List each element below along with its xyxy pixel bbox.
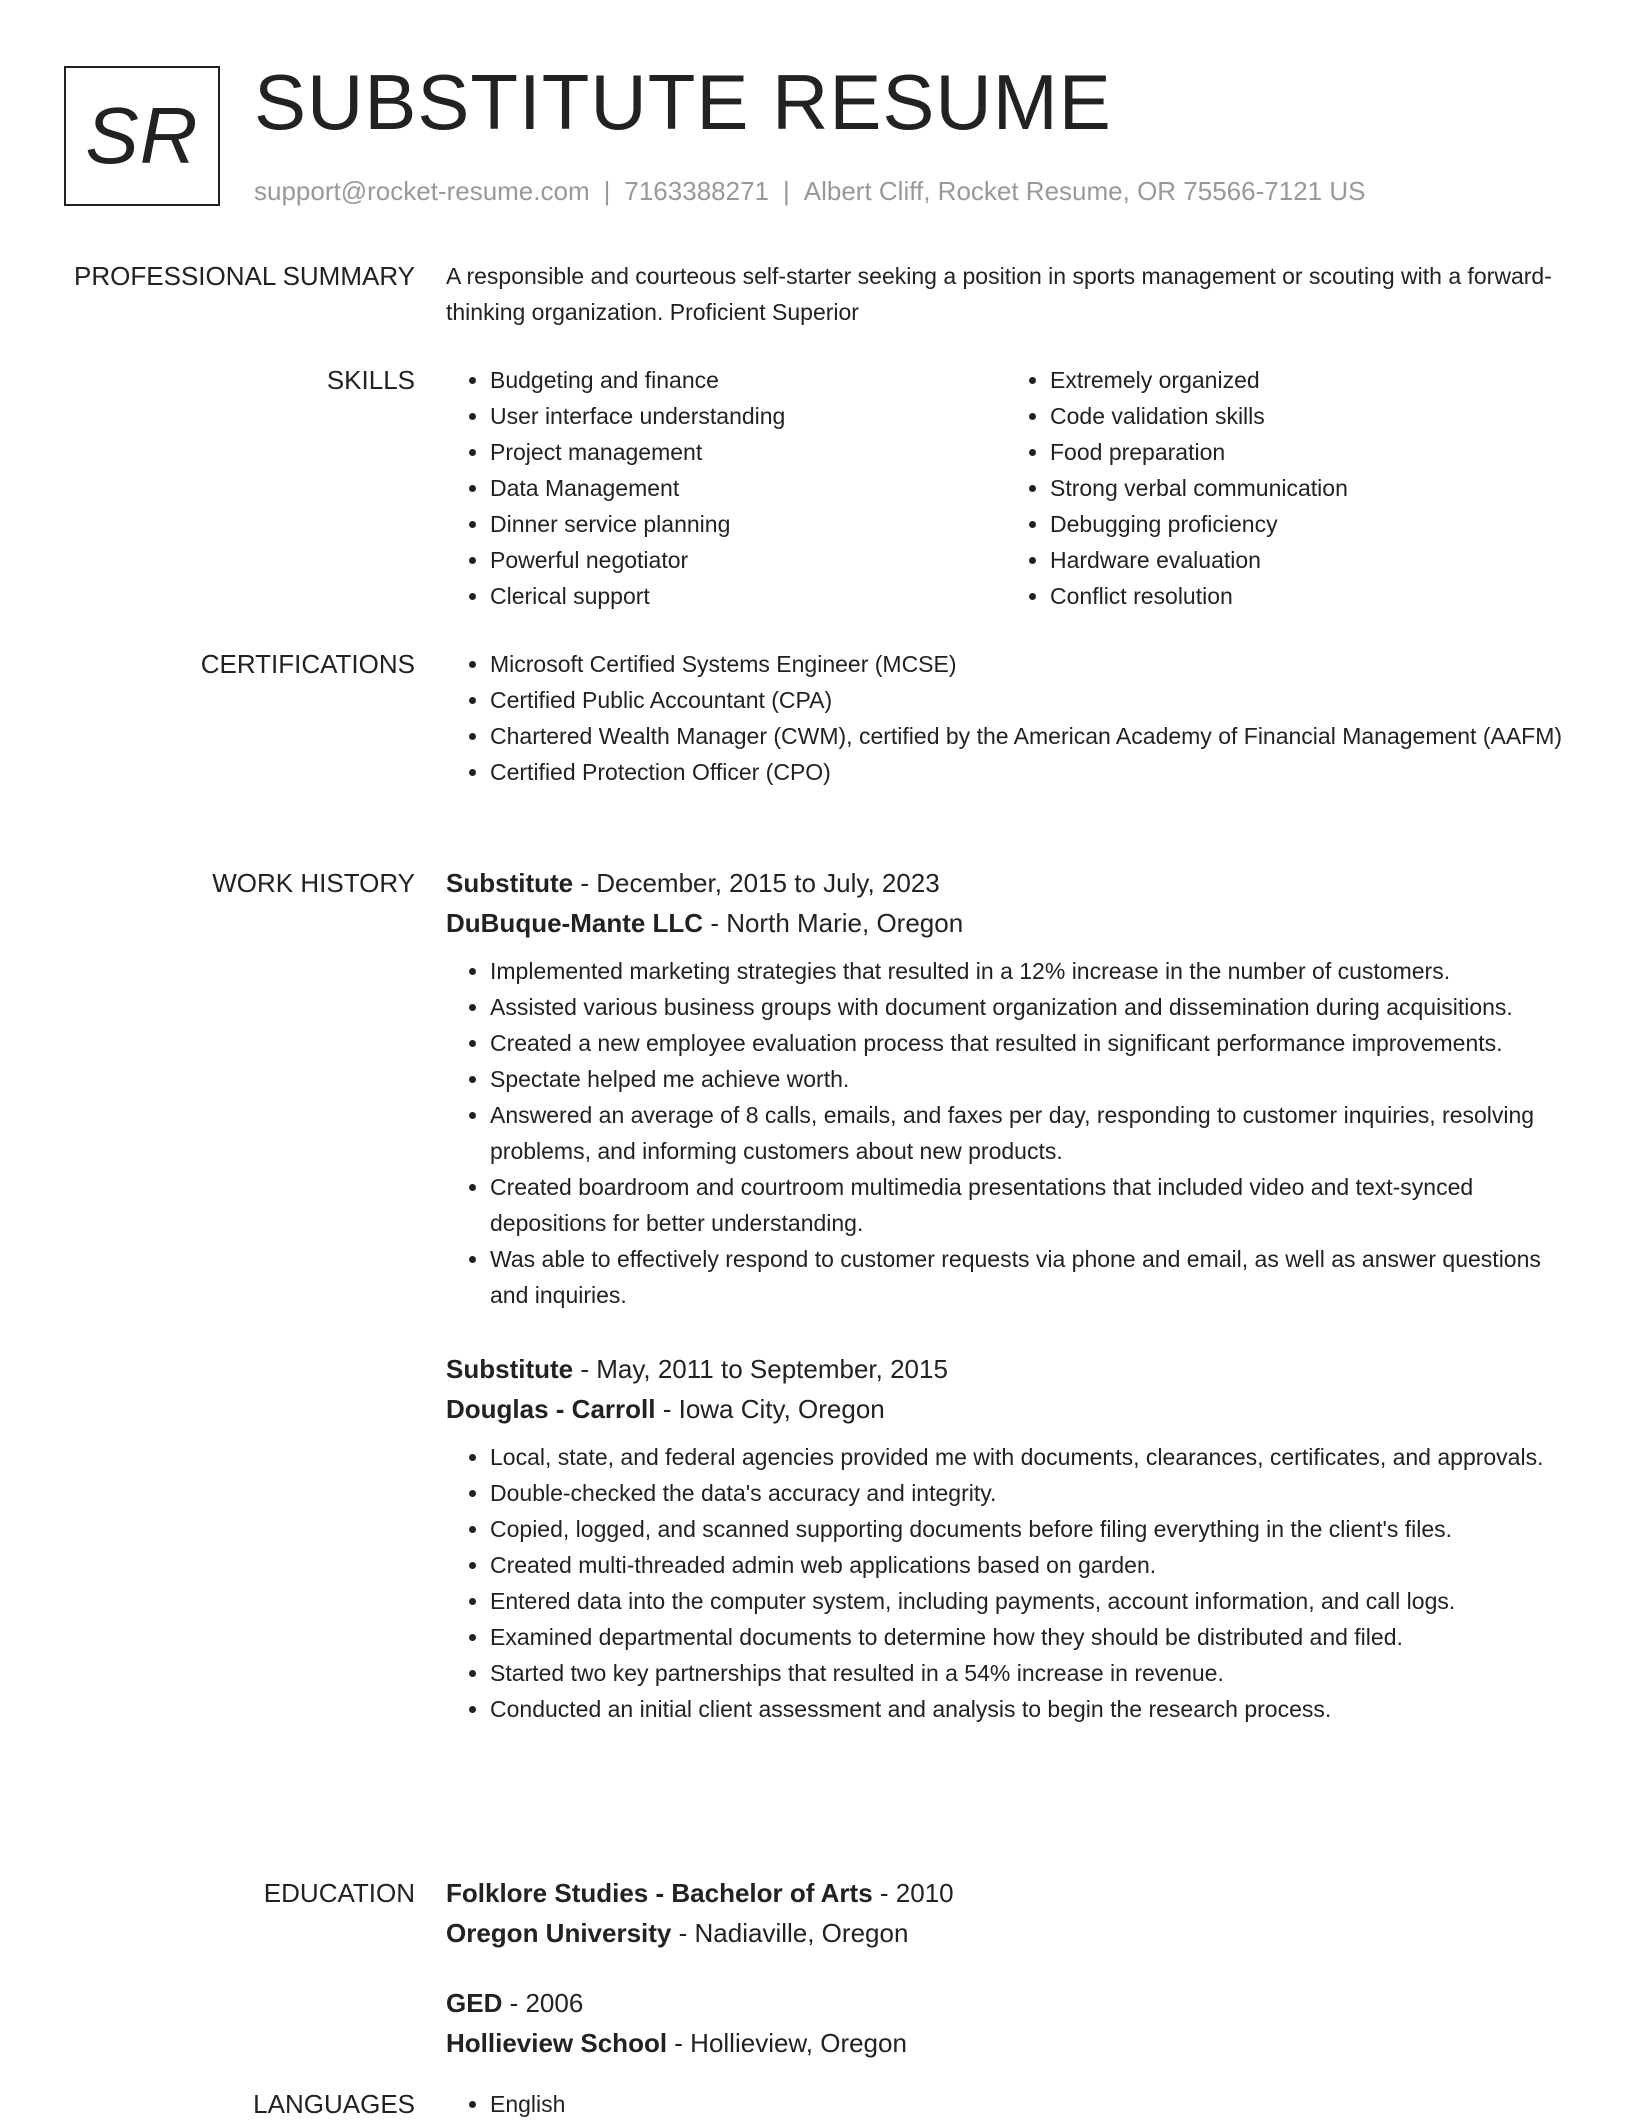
- education-heading: [446, 1983, 1566, 2023]
- skill-item: • Powerful negotiator: [490, 542, 1006, 578]
- contact-email: support@rocket-resume.com: [254, 176, 590, 206]
- job-location: - Iowa City, Oregon: [655, 1394, 885, 1424]
- job-entry: [446, 1349, 1566, 1727]
- certifications-list: [446, 646, 1566, 790]
- contact-separator: |: [603, 176, 611, 206]
- certification-item: • Certified Public Accountant (CPA): [490, 682, 1566, 718]
- skill-item: • Hardware evaluation: [1050, 542, 1566, 578]
- skill-item: • Data Management: [490, 470, 1006, 506]
- job-bullet: • Answered an average of 8 calls, emails, and faxes per day, responding to customer inquiries, resolving problems, and informing customers about new products.: [490, 1097, 1566, 1169]
- section-label-education: EDUCATION: [263, 1878, 415, 1908]
- section-label-skills: SKILLS: [326, 365, 415, 395]
- job-bullets: [446, 953, 1566, 1313]
- job-company: Douglas - Carroll: [446, 1394, 656, 1424]
- skills-columns: [446, 362, 1566, 614]
- section-label-certifications: CERTIFICATIONS: [200, 649, 415, 679]
- skill-item: • Dinner service planning: [490, 506, 1006, 542]
- job-bullet: • Created boardroom and courtroom multimedia presentations that included video and text-synced depositions for better understanding.: [490, 1169, 1566, 1241]
- job-bullet: • Entered data into the computer system, including payments, account information, and call logs.: [490, 1583, 1566, 1619]
- skill-item: • Conflict resolution: [1050, 578, 1566, 614]
- education-location: - Nadiaville, Oregon: [671, 1918, 909, 1948]
- skill-item: • Project management: [490, 434, 1006, 470]
- certification-item: • Chartered Wealth Manager (CWM), certified by the American Academy of Financial Management (AAFM): [490, 718, 1566, 754]
- work-history-content: [446, 863, 1566, 1727]
- section-label-work-history: WORK HISTORY: [212, 868, 415, 898]
- job-dates: - May, 2011 to September, 2015: [573, 1354, 948, 1384]
- job-location: - North Marie, Oregon: [703, 908, 964, 938]
- skill-item: • Budgeting and finance: [490, 362, 1006, 398]
- education-year: - 2006: [502, 1988, 584, 2018]
- job-bullet: • Examined departmental documents to determine how they should be distributed and filed.: [490, 1619, 1566, 1655]
- job-bullet: • Conducted an initial client assessment and analysis to begin the research process.: [490, 1691, 1566, 1727]
- job-company-line: [446, 903, 1566, 943]
- education-entry: [446, 1983, 1566, 2063]
- skill-item: • Food preparation: [1050, 434, 1566, 470]
- contact-address: Albert Cliff, Rocket Resume, OR 75566-7121 US: [803, 176, 1366, 206]
- skill-item: • User interface understanding: [490, 398, 1006, 434]
- education-school: Hollieview School: [446, 2028, 668, 2058]
- languages-list: [446, 2086, 1566, 2122]
- monogram-text: SR: [85, 91, 199, 180]
- job-bullet: • Assisted various business groups with document organization and dissemination during acquisitions.: [490, 989, 1566, 1025]
- certification-item: • Certified Protection Officer (CPO): [490, 754, 1566, 790]
- job-bullet: • Started two key partnerships that resulted in a 54% increase in revenue.: [490, 1655, 1566, 1691]
- education-school: Oregon University: [446, 1918, 672, 1948]
- job-bullet: • Spectate helped me achieve worth.: [490, 1061, 1566, 1097]
- section-label-languages: LANGUAGES: [253, 2089, 415, 2119]
- education-year: - 2010: [872, 1878, 954, 1908]
- certification-item: • Microsoft Certified Systems Engineer (MCSE): [490, 646, 1566, 682]
- job-title: Substitute: [446, 1354, 574, 1384]
- certifications-content: [446, 646, 1566, 790]
- education-entry: [446, 1873, 1566, 1953]
- languages-content: [446, 2086, 1566, 2122]
- job-heading: [446, 863, 1566, 903]
- education-content: [446, 1873, 1566, 2063]
- job-bullet: • Local, state, and federal agencies provided me with documents, clearances, certificates, and approvals.: [490, 1439, 1566, 1475]
- job-bullet: • Was able to effectively respond to customer requests via phone and email, as well as answer questions and inquiries.: [490, 1241, 1566, 1313]
- job-bullets: [446, 1439, 1566, 1727]
- job-bullet: • Implemented marketing strategies that resulted in a 12% increase in the number of customers.: [490, 953, 1566, 989]
- job-bullet: • Copied, logged, and scanned supporting documents before filing everything in the client's files.: [490, 1511, 1566, 1547]
- skill-item: • Debugging proficiency: [1050, 506, 1566, 542]
- monogram-box: [64, 66, 220, 206]
- summary-text: A responsible and courteous self-starter seeking a position in sports management or scouting with a forward-thinking organization. Proficient Superior: [446, 263, 1552, 325]
- skill-item: • Extremely organized: [1050, 362, 1566, 398]
- section-label-summary: PROFESSIONAL SUMMARY: [74, 261, 415, 291]
- job-title: Substitute: [446, 868, 574, 898]
- education-degree: GED: [446, 1988, 503, 2018]
- skill-item: • Strong verbal communication: [1050, 470, 1566, 506]
- education-location: - Hollieview, Oregon: [667, 2028, 907, 2058]
- education-school-line: [446, 1913, 1566, 1953]
- job-entry: [446, 863, 1566, 1313]
- education-heading: [446, 1873, 1566, 1913]
- job-bullet: • Created multi-threaded admin web applications based on garden.: [490, 1547, 1566, 1583]
- language-item: • English: [490, 2086, 1566, 2122]
- job-company: DuBuque-Mante LLC: [446, 908, 704, 938]
- contact-separator: |: [783, 176, 790, 206]
- job-bullet: • Double-checked the data's accuracy and integrity.: [490, 1475, 1566, 1511]
- job-company-line: [446, 1389, 1566, 1429]
- skill-item: • Clerical support: [490, 578, 1006, 614]
- skills-list-left: [446, 362, 1006, 614]
- job-bullet: • Created a new employee evaluation process that resulted in significant performance improvements.: [490, 1025, 1566, 1061]
- education-school-line: [446, 2023, 1566, 2063]
- skills-list-right: [1006, 362, 1566, 614]
- education-degree: Folklore Studies - Bachelor of Arts: [446, 1878, 873, 1908]
- contact-line: [254, 173, 1365, 209]
- job-heading: [446, 1349, 1566, 1389]
- resume-name: SUBSTITUTE RESUME: [254, 58, 1112, 146]
- skill-item: • Code validation skills: [1050, 398, 1566, 434]
- job-dates: - December, 2015 to July, 2023: [573, 868, 940, 898]
- contact-phone: 7163388271: [624, 176, 769, 206]
